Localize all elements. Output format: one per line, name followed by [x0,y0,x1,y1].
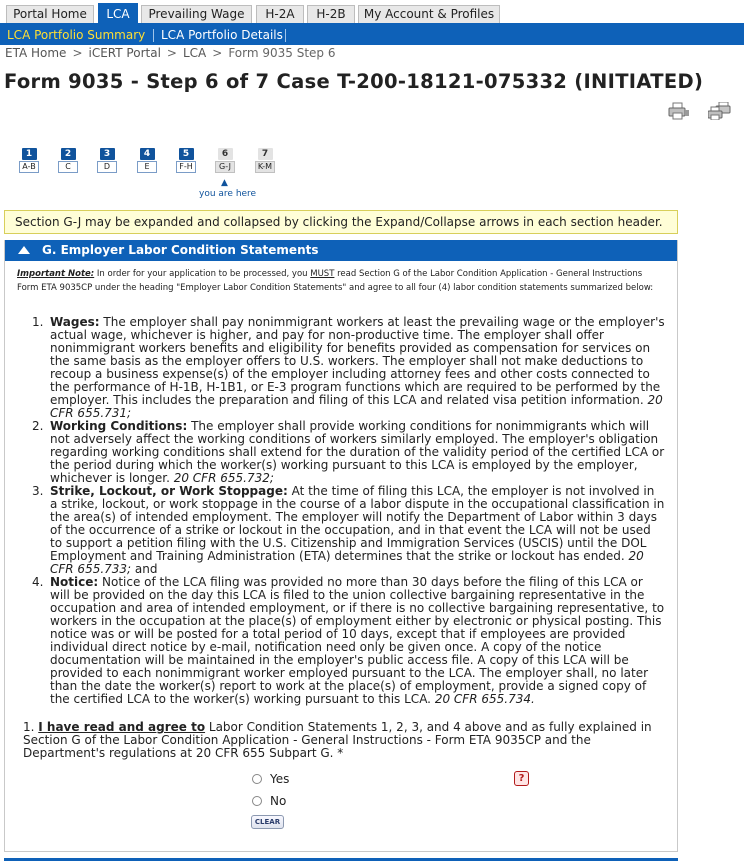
yes-radio-button[interactable] [252,774,262,784]
statement-wages [27,316,665,420]
clear-button[interactable]: CLEAR [251,815,284,829]
statement-strike-lockout [27,485,665,576]
statement-tail: and [131,562,158,576]
breadcrumb-lca[interactable]: LCA [182,46,207,60]
breadcrumb [5,46,335,60]
step-number: 1 [22,148,37,160]
tab-prevailing-wage[interactable]: Prevailing Wage [141,5,252,23]
step-number: 6 [218,148,233,160]
statement-number: 3. [32,484,44,498]
step-1[interactable] [19,148,39,173]
statement-citation: 20 CFR 655.733; [50,549,644,576]
step-number: 2 [61,148,76,160]
step-number: 4 [140,148,155,160]
no-label[interactable]: No [270,794,287,808]
step-number: 5 [179,148,194,160]
step-label: E [137,161,157,173]
step-number: 7 [258,148,273,160]
subnav-divider [285,29,286,42]
step-label: F-H [176,161,196,173]
you-are-here-label: you are here [199,189,257,199]
step-7 [255,148,275,173]
print-all-icon[interactable] [708,102,730,120]
statement-number: 1. [32,315,44,329]
statement-citation: 20 CFR 655.734. [434,692,535,706]
breadcrumb-separator: > [166,46,177,60]
help-icon[interactable]: ? [514,771,529,786]
statement-text: At the time of filing this LCA, the employer is not involved in a strike, lockout, or work stoppage in the course of a labor dispute in the occupational classification in the area(s) of intended employment. The employer will notify the Department of Labor within 3 days of the occurrence of a strike or lockout in the occupation, and in that event the LCA will not be used to support a petition filing with the U.S. Citizenship and Immigration Services (USCIS) until the DOL Employment and Training Administration (ETA) determines that the strike or lockout has ended. [50,484,665,563]
step-label: C [58,161,78,173]
step-number: 3 [100,148,115,160]
important-note-text: In order for your application to be processed, you [94,269,311,279]
subnav-lca-portfolio-details[interactable]: LCA Portfolio Details [161,28,283,42]
statement-citation: 20 CFR 655.731; [50,393,663,420]
top-tab-bar [0,0,744,26]
section-g-header[interactable] [5,240,677,261]
print-icon[interactable] [668,102,690,120]
tab-h2a[interactable]: H-2A [256,5,304,23]
step-2[interactable] [58,148,78,173]
statement-text: The employer shall provide working conditions for nonimmigrants which will not adversely affect the working conditions of workers similarly employed. The employer's obligation regarding working conditions shall extend for the duration of the validity period of the certified LCA or the period during which the worker(s) working pursuant to this LCA is employed by the employer, whichever is longer. [50,419,665,485]
subnav-divider [153,29,154,42]
no-radio-button[interactable] [252,796,262,806]
important-note [17,268,665,295]
statement-heading: Notice: [50,575,99,589]
statement-heading: Wages: [50,315,100,329]
breadcrumb-icert-portal[interactable]: iCERT Portal [88,46,161,60]
question-number: 1. [23,720,39,734]
must-emphasis: MUST [310,269,335,279]
sub-nav-bar [0,26,744,45]
step-label: G-J [215,161,235,173]
statement-number: 2. [32,419,44,433]
collapse-arrow-icon[interactable] [18,246,30,254]
important-note-label: Important Note: [17,269,95,279]
section-g-title: G. Employer Labor Condition Statements [42,243,319,257]
step-5[interactable] [176,148,196,173]
condition-statements-list [27,316,665,706]
yes-radio[interactable] [252,772,332,786]
question-text: Labor Condition Statements 1, 2, 3, and 4 above and as fully explained in Section G of the Labor Condition Application - General Instructions - Form ETA 9035CP and the Department's regulations at 20 CFR 655 Subpart G. * [23,720,652,760]
tab-lca[interactable]: LCA [98,3,138,24]
statement-text: The employer shall pay nonimmigrant workers at least the prevailing wage or the employer's actual wage, whichever is higher, and pay for non-productive time. The employer shall offer nonimmigrant workers benefits and eligibility for benefits provided as compensation for services on the same basis as the employer offers to U.S. workers. The employer shall not make deductions to recoup a business expense(s) of the employer including attorney fees and other costs connected to the performance of H-1B, H-1B1, or E-3 program functions which are required to be performed by the employer. This includes the preparation and filing of this LCA and related visa petition information. [50,315,665,407]
breadcrumb-eta-home[interactable]: ETA Home [5,46,67,60]
tab-portal-home[interactable]: Portal Home [6,5,94,23]
step-label: D [97,161,117,173]
step-4[interactable] [137,148,157,173]
statement-citation: 20 CFR 655.732; [173,471,274,485]
current-step-arrow-icon: ▲ [221,178,228,188]
statement-heading: Strike, Lockout, or Work Stoppage: [50,484,288,498]
section-g-panel [4,240,678,852]
breadcrumb-separator: > [72,46,83,60]
breadcrumb-separator: > [212,46,223,60]
step-3[interactable] [97,148,117,173]
important-note-text: read Section G of the Labor Condition Application - General Instructions Form ETA 9035CP under the heading "Employer Labor Condition Statements" and agree to all four (4) labor condition statements summarized below: [17,269,654,293]
expand-collapse-notice: Section G-J may be expanded and collapsed by clicking the Expand/Collapse arrows in each section header. [4,210,678,234]
tab-h2b[interactable]: H-2B [307,5,355,23]
page-title: Form 9035 - Step 6 of 7 Case T-200-18121-075332 (INITIATED) [4,70,704,93]
breadcrumb-current: Form 9035 Step 6 [228,46,336,60]
statement-notice [27,576,665,706]
statement-working-conditions [27,420,665,485]
yes-label[interactable]: Yes [270,772,290,786]
subnav-lca-portfolio-summary[interactable]: LCA Portfolio Summary [7,28,146,42]
question-emphasis: I have read and agree to [38,720,206,734]
step-label: K-M [255,161,275,173]
no-radio[interactable] [252,794,332,808]
statement-number: 4. [32,575,44,589]
statement-heading: Working Conditions: [50,419,188,433]
statement-text: Notice of the LCA filing was provided no more than 30 days before the filing of this LCA or will be provided on the day this LCA is filed to the union collective bargaining representative in the occupation and area of intended employment, or if there is no collective bargaining representative, to workers in the occupation at the place(s) of employment either by electronic or physical posting. This notice was or will be posted for a total period of 10 days, except that if employees are provided individual direct notice by e-mail, notification need only be given once. A copy of the notice documentation will be maintained in the employer's public access file. A copy of this LCA will be provided to each nonimmigrant worker employed pursuant to the LCA. The employer shall, no later than the date the worker(s) report to work at the place(s) of employment, provide a signed copy of the certified LCA to the worker(s) working pursuant to this LCA. [50,575,665,706]
tab-my-account[interactable]: My Account & Profiles [358,5,500,23]
step-label: A-B [19,161,39,173]
step-6-current [215,148,235,173]
agreement-question [23,721,667,760]
